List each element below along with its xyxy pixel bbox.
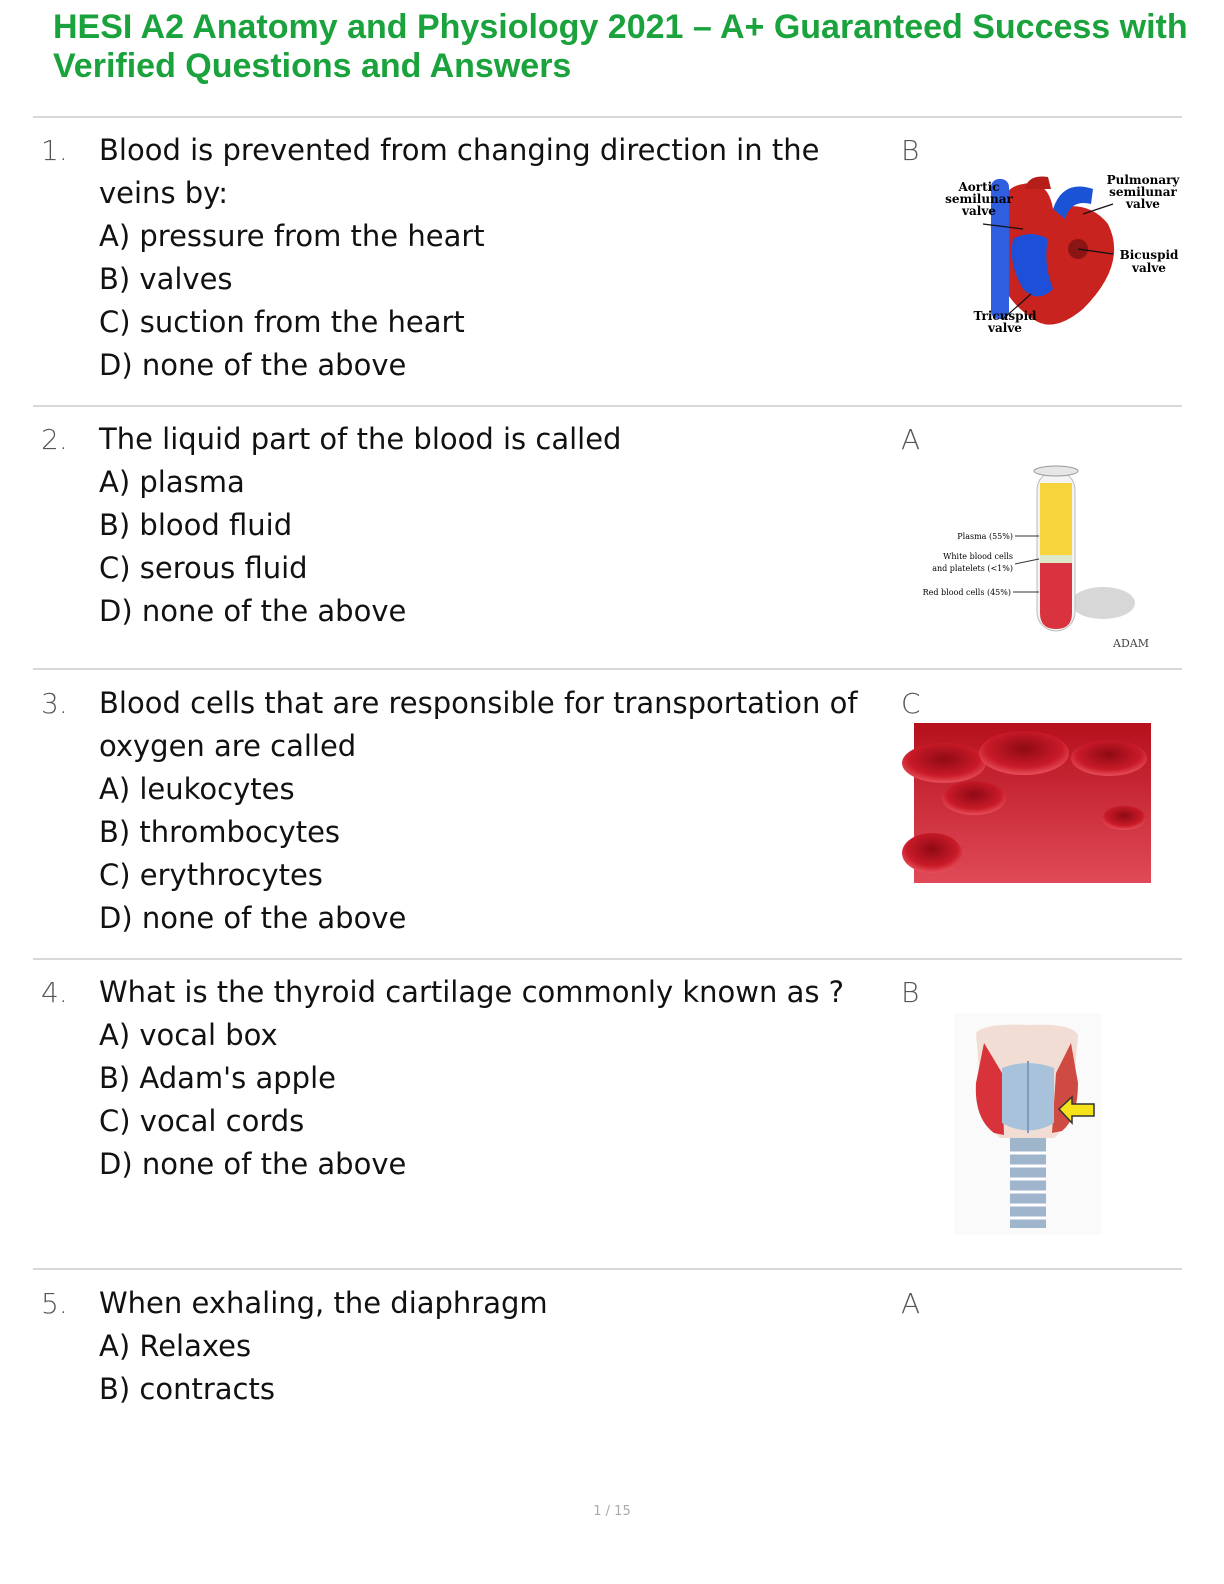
question-body [99, 129, 889, 387]
option-c: C) serous fluid [99, 551, 308, 585]
option-a: A) pressure from the heart [99, 219, 485, 253]
question-body [99, 418, 889, 633]
label-tricuspid-2: valve [988, 321, 1022, 335]
question-number: 1. [41, 134, 68, 167]
option-b: B) Adam's apple [99, 1061, 336, 1095]
question-card-2 [33, 418, 1182, 663]
divider [33, 958, 1182, 960]
question-card-3 [33, 682, 1182, 952]
question-text: When exhaling, the diaphragm [99, 1286, 548, 1320]
label-rbc: Red blood cells (45%) [922, 588, 1011, 597]
label-bicuspid-1: Bicuspid [1119, 248, 1179, 262]
correct-answer: B [901, 976, 920, 1009]
question-number: 5. [41, 1287, 68, 1320]
option-d: D) none of the above [99, 348, 407, 382]
document-title: HESI A2 Anatomy and Physiology 2021 – A+ Guaranteed Success with Verified Questions and Answers [53, 8, 1188, 85]
heart-valves-diagram-icon [913, 169, 1180, 339]
answer-options [99, 461, 889, 633]
question-card-5 [33, 1282, 1182, 1422]
divider [33, 116, 1182, 118]
question-body [99, 1282, 889, 1411]
label-pulmonary-3: valve [1126, 197, 1160, 211]
red-blood-cells-render-icon [914, 723, 1151, 883]
label-aortic-3: valve [962, 204, 996, 218]
label-plasma: Plasma (55%) [957, 532, 1013, 541]
label-pulmonary-1: Pulmonary [1106, 173, 1180, 187]
question-text: The liquid part of the blood is called [99, 422, 622, 456]
question-text: Blood is prevented from changing direction in the veins by: [99, 133, 820, 210]
option-d: D) none of the above [99, 594, 407, 628]
label-wbc-2: and platelets (<1%) [932, 564, 1013, 573]
brand-logo: ADAM [1113, 637, 1149, 650]
option-a: A) Relaxes [99, 1329, 252, 1363]
correct-answer: A [901, 1287, 921, 1320]
answer-options [99, 215, 889, 387]
question-number: 2. [41, 423, 68, 456]
divider [33, 668, 1182, 670]
answer-options [99, 1325, 889, 1411]
question-text: Blood cells that are responsible for transportation of oxygen are called [99, 686, 858, 763]
question-number: 4. [41, 976, 68, 1009]
option-c: C) suction from the heart [99, 305, 465, 339]
correct-answer: A [901, 423, 921, 456]
blood-test-tube-icon [913, 463, 1153, 648]
correct-answer: B [901, 134, 920, 167]
correct-answer: C [901, 687, 921, 720]
option-b: B) thrombocytes [99, 815, 341, 849]
question-card-4 [33, 971, 1182, 1261]
label-pulmonary-2: semilunar [1109, 185, 1177, 199]
label-tricuspid-1: Tricuspid [973, 309, 1037, 323]
option-a: A) vocal box [99, 1018, 278, 1052]
option-b: B) valves [99, 262, 233, 296]
option-b: B) blood fluid [99, 508, 293, 542]
answer-options [99, 1014, 889, 1186]
divider [33, 1268, 1182, 1270]
divider [33, 405, 1182, 407]
label-wbc-1: White blood cells [943, 552, 1013, 561]
question-text: What is the thyroid cartilage commonly known as ? [99, 975, 845, 1009]
label-bicuspid-2: valve [1132, 261, 1166, 275]
option-c: C) erythrocytes [99, 858, 323, 892]
option-d: D) none of the above [99, 1147, 407, 1181]
option-a: A) plasma [99, 465, 245, 499]
question-number: 3. [41, 687, 68, 720]
question-body [99, 971, 889, 1186]
page-indicator: 1 / 15 [593, 1504, 631, 1519]
label-aortic-2: semilunar [945, 192, 1013, 206]
option-d: D) none of the above [99, 901, 407, 935]
label-aortic-1: Aortic [958, 180, 1000, 194]
option-b: B) contracts [99, 1372, 275, 1406]
larynx-model-icon [954, 1013, 1101, 1235]
option-a: A) leukocytes [99, 772, 295, 806]
question-body [99, 682, 889, 940]
answer-options [99, 768, 889, 940]
option-c: C) vocal cords [99, 1104, 305, 1138]
question-card-1 [33, 129, 1182, 399]
